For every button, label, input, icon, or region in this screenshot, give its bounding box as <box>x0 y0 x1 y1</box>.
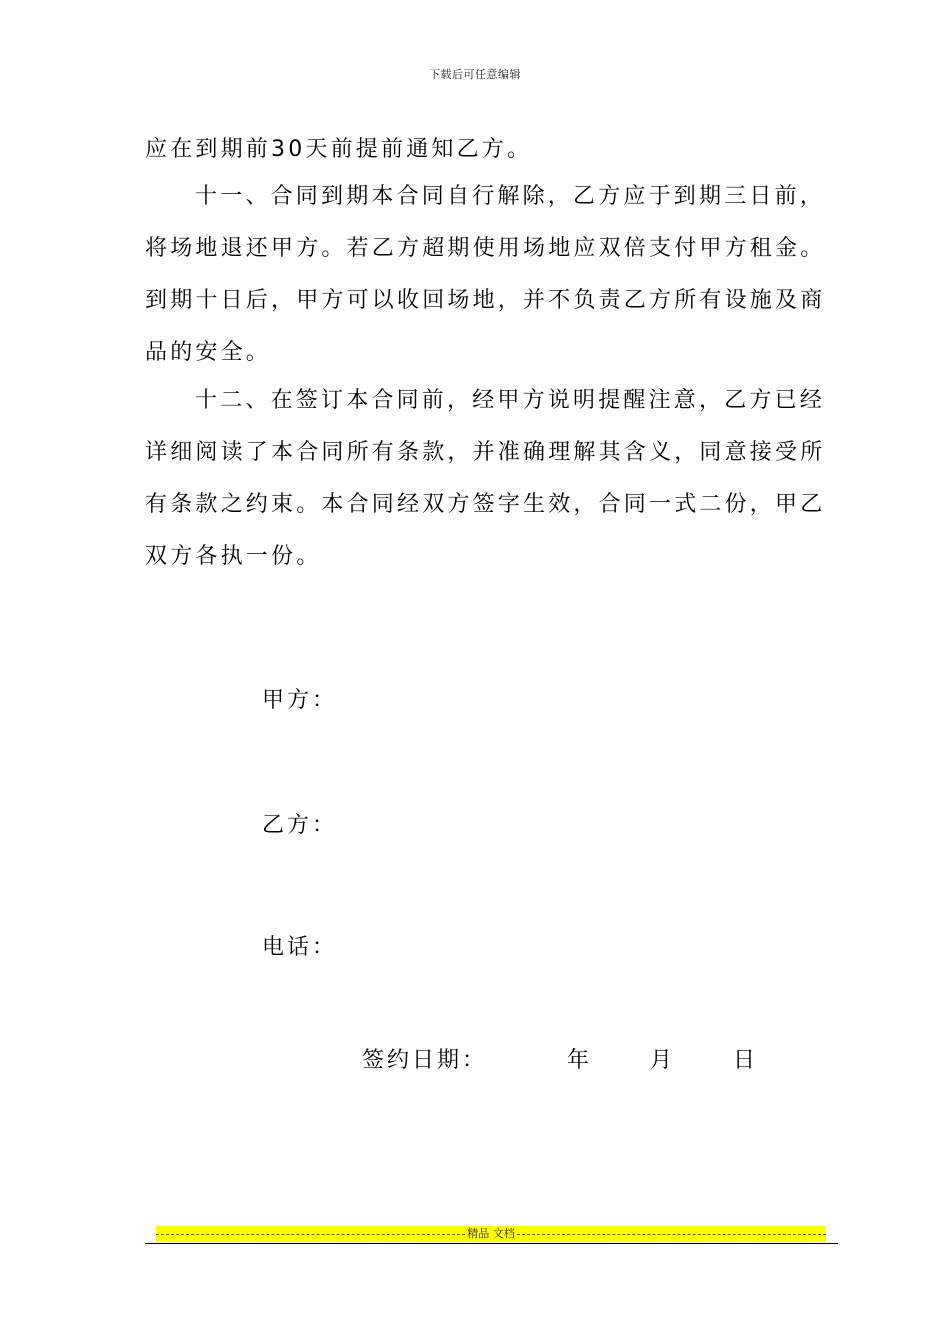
signing-date-label: 签约日期： <box>362 1048 488 1073</box>
date-day-label: 日 <box>733 1048 759 1073</box>
footer-banner <box>156 1226 826 1242</box>
footer-dash-right <box>517 1234 826 1235</box>
date-month-label: 月 <box>650 1048 676 1073</box>
signing-date-row <box>362 1043 758 1074</box>
date-year-label: 年 <box>567 1048 593 1073</box>
paragraph-clause-11: 十一、合同到期本合同自行解除，乙方应于到期三日前，将场地退还甲方。若乙方超期使用场地应双倍支付甲方租金。到期十日后，甲方可以收回场地，并不负责乙方所有设施及商品的安全。 <box>145 184 826 365</box>
party-b-label: 乙方： <box>262 813 338 838</box>
page-header: 下载后可任意编辑 <box>429 68 521 81</box>
paragraph-notice: 应在到期前30天前提前通知乙方。 <box>145 137 533 162</box>
paragraph-clause-12: 十二、在签订本合同前，经甲方说明提醒注意，乙方已经详细阅读了本合同所有条款，并准确理解其含义，同意接受所有条款之约束。本合同经双方签字生效，合同一式二份，甲乙双方各执一份。 <box>145 388 826 569</box>
footer-text: 精品 文档 <box>467 1227 515 1240</box>
footer-dash-left <box>156 1234 465 1235</box>
footer-rule <box>145 1243 838 1244</box>
phone-label: 电话： <box>262 935 338 960</box>
party-a-label: 甲方： <box>262 688 338 713</box>
